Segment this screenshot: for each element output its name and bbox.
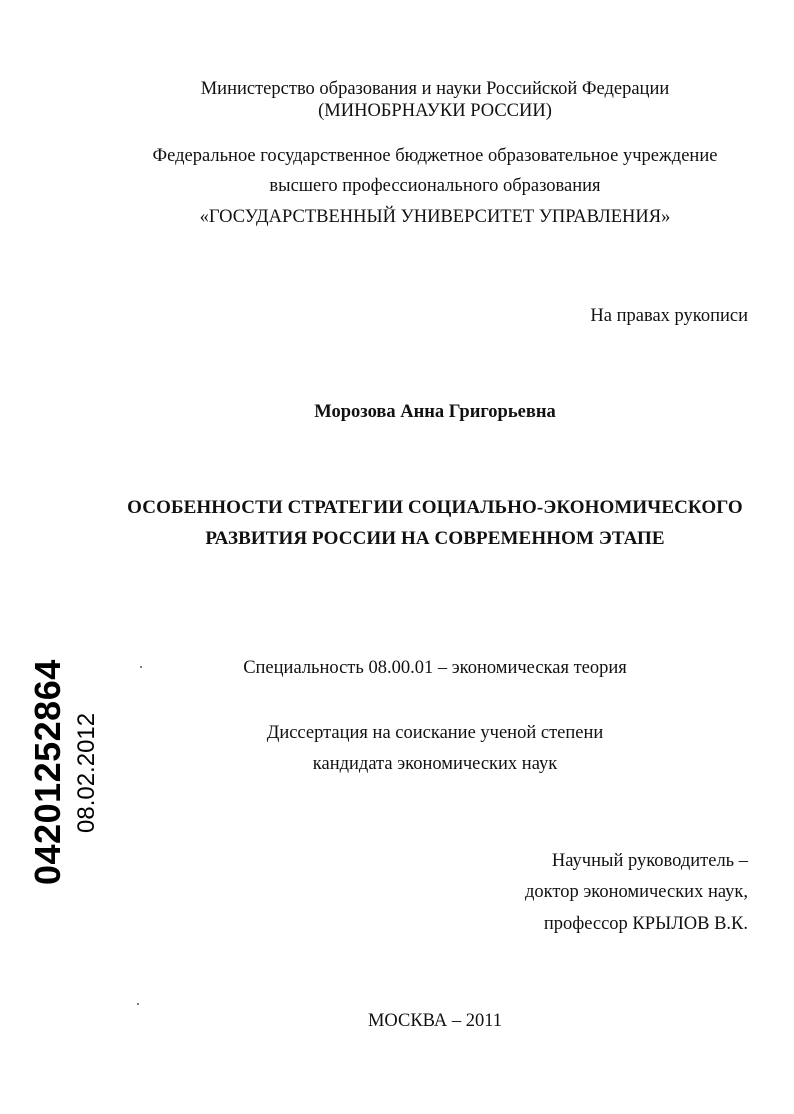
- scan-speck: [137, 1003, 139, 1005]
- degree-line-2: кандидата экономических наук: [312, 754, 558, 774]
- supervisor-role: Научный руководитель –: [551, 851, 748, 871]
- institution-level: высшего профессионального образования: [269, 176, 601, 196]
- supervisor-name: профессор КРЫЛОВ В.К.: [543, 914, 748, 934]
- author-name: Морозова Анна Григорьевна: [314, 402, 556, 422]
- ministry-name: Министерство образования и науки Российской Федерации: [200, 79, 670, 99]
- degree-line-1: Диссертация на соискание ученой степени: [266, 723, 604, 743]
- stamp-number: 04201252864: [27, 659, 68, 885]
- specialty: Специальность 08.00.01 – экономическая теория: [243, 658, 627, 678]
- stamp-date: 08.02.2012: [73, 712, 100, 833]
- university-name: «ГОСУДАРСТВЕННЫЙ УНИВЕРСИТЕТ УПРАВЛЕНИЯ»: [199, 207, 671, 227]
- dissertation-title-line-2: РАЗВИТИЯ РОССИИ НА СОВРЕМЕННОМ ЭТАПЕ: [205, 528, 665, 549]
- scan-speck: [140, 666, 142, 668]
- manuscript-note: На правах рукописи: [590, 306, 748, 326]
- dissertation-title-line-1: ОСОБЕННОСТИ СТРАТЕГИИ СОЦИАЛЬНО-ЭКОНОМИЧЕСКОГО: [127, 497, 743, 518]
- library-stamp: [28, 655, 98, 885]
- ministry-abbreviation: (МИНОБРНАУКИ РОССИИ): [318, 101, 552, 121]
- institution-type: Федеральное государственное бюджетное образовательное учреждение: [152, 146, 718, 166]
- city-year: МОСКВА – 2011: [367, 1011, 503, 1031]
- supervisor-degree: доктор экономических наук,: [524, 882, 748, 902]
